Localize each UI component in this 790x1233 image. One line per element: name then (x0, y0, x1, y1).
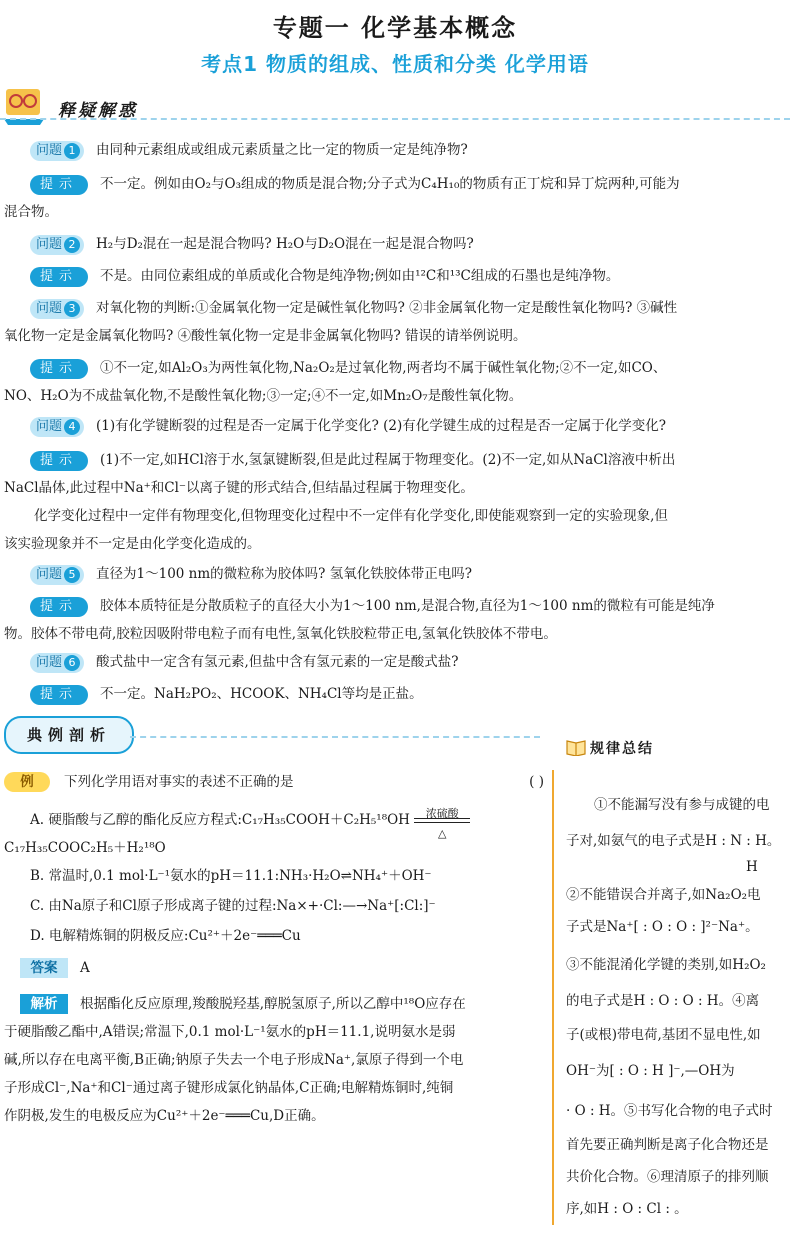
question-5: 问题 5 直径为1～100 nm的微粒称为胶体吗? 氢氧化铁胶体带正电吗? (30, 560, 786, 588)
option-d: D. 电解精炼铜的阴极反应:Cu²⁺＋2e⁻═══Cu (30, 928, 301, 944)
page-subtitle: 考点1 物质的组成、性质和分类 化学用语 (201, 52, 589, 76)
question-tag: 问题 3 (30, 299, 84, 319)
example-stem: 例 下列化学用语对事实的表述不正确的是 ( ) (4, 768, 544, 796)
answer-1: 提示 不一定。例如由O₂与O₃组成的物质是混合物;分子式为C₄H₁₀的物质有正丁烷和异丁烷两种,可能为 (30, 170, 786, 198)
section-label-examples: 典例剖析 (4, 716, 134, 754)
rule-line-2: 子对,如氨气的电子式是H : N : H。 (566, 833, 781, 849)
answer-2: 提示 不是。由同位素组成的单质或化合物是纯净物;例如由¹²C和¹³C组成的石墨也是纯净物。 (30, 262, 786, 290)
answer-tag: 提示 (30, 685, 88, 705)
rule-line-7: 的电子式是H : O : O : H。④离 (566, 993, 760, 1009)
page-title: 专题一 化学基本概念 (272, 14, 518, 42)
question-4: 问题 4 (1)有化学键断裂的过程是否一定属于化学变化? (2)有化学键生成的过程是否一定属于化学变化? (30, 412, 786, 440)
analysis-label: 解析 (20, 994, 68, 1014)
rule-line-11: 首先要正确判断是离子化合物还是 (566, 1137, 769, 1153)
analysis-line-3: 碱,所以存在电离平衡,B正确;钠原子失去一个电子形成Na⁺,氯原子得到一个电 (4, 1052, 464, 1068)
answer-label: 答案 (20, 958, 68, 978)
rule-line-10: · O : H。⑤书写化合物的电子式时 (566, 1103, 773, 1119)
rule-line-8: 子(或根)带电荷,基团不显电性,如 (566, 1027, 761, 1043)
rule-line-1: ①不能漏写没有参与成键的电 (594, 797, 770, 813)
analysis-line-2: 于硬脂酸乙酯中,A错误;常温下,0.1 mol·L⁻¹氨水的pH＝11.1,说明氨水是弱 (4, 1024, 456, 1040)
option-a-cont: C₁₇H₃₅COOC₂H₅＋H₂¹⁸O (4, 840, 166, 856)
question-1: 问题 1 由同种元素组成或组成元素质量之比一定的物质一定是纯净物? (30, 136, 786, 164)
answer-line: 答案 A (20, 954, 560, 982)
section-divider (130, 736, 540, 738)
rule-line-13: 序,如H : O : Cl : 。 (566, 1201, 688, 1217)
question-tag: 问题 1 (30, 141, 84, 161)
answer-tag: 提示 (30, 359, 88, 379)
rule-title: 规律总结 (590, 741, 654, 757)
option-a: A. 硬脂酸与乙醇的酯化反应方程式:C₁₇H₃₅COOH＋C₂H₅¹⁸OH 浓硫酸 △ (30, 806, 570, 834)
answer-5: 提示 胶体本质特征是分散质粒子的直径大小为1～100 nm,是混合物,直径为1～100 nm的微粒有可能是纯净 (30, 592, 786, 620)
question-6: 问题 6 酸式盐中一定含有氢元素,但盐中含有氢元素的一定是酸式盐? (30, 648, 786, 676)
rule-line-9: OH⁻为[ : O : H ]⁻,—OH为 (566, 1063, 735, 1079)
answer-3-cont: NO、H₂O为不成盐氧化物,不是酸性氧化物;③一定;④不一定,如Mn₂O₇是酸性氧化物。 (4, 388, 523, 404)
rule-line-4: ②不能错误合并离子,如Na₂O₂电 (566, 887, 761, 903)
answer-5-cont: 物。胶体不带电荷,胶粒因吸附带电粒子而有电性,氢氧化铁胶粒带正电,氢氧化铁胶体不带电。 (4, 626, 557, 642)
answer-4-note-cont: 该实验现象并不一定是由化学变化造成的。 (4, 536, 261, 552)
rule-line-12: 共价化合物。⑥理清原子的排列顺 (566, 1169, 769, 1185)
question-3-cont: 氧化物一定是金属氧化物吗? ④酸性氧化物一定是非金属氧化物吗? 错误的请举例说明。 (4, 328, 527, 344)
question-tag: 问题 5 (30, 565, 84, 585)
question-tag: 问题 4 (30, 417, 84, 437)
rule-line-3: H (746, 859, 758, 875)
answer-tag: 提示 (30, 597, 88, 617)
answer-paren: ( ) (529, 774, 544, 790)
answer-3: 提示 ①不一定,如Al₂O₃为两性氧化物,Na₂O₂是过氧化物,两者均不属于碱性氧化物;②不一定,如CO、 (30, 354, 786, 382)
answer-1-cont: 混合物。 (4, 204, 58, 220)
rule-line-5: 子式是Na⁺[ : O : O : ]²⁻Na⁺。 (566, 919, 759, 935)
reaction-arrow: 浓硫酸 △ (414, 806, 470, 834)
answer-4-note: 化学变化过程中一定伴有物理变化,但物理变化过程中不一定伴有化学变化,即使能观察到一定的实验现象,但 (34, 508, 668, 524)
analysis-line-4: 子形成Cl⁻,Na⁺和Cl⁻通过离子键形成氯化钠晶体,C正确;电解精炼铜时,纯铜 (4, 1080, 454, 1096)
question-tag: 问题 6 (30, 653, 84, 673)
rule-line-6: ③不能混淆化学键的类别,如H₂O₂ (566, 957, 766, 973)
question-3: 问题 3 对氧化物的判断:①金属氧化物一定是碱性氧化物吗? ②非金属氧化物一定是酸性氧化物吗? ③碱性 (30, 294, 786, 322)
section-label-explain: 释疑解惑 (58, 101, 138, 121)
example-tag: 例 (4, 772, 50, 792)
answer-4: 提示 (1)不一定,如HCl溶于水,氢氯键断裂,但是此过程属于物理变化。(2)不一定,如从NaCl溶液中析出 (30, 446, 786, 474)
option-b: B. 常温时,0.1 mol·L⁻¹氨水的pH＝11.1:NH₃·H₂O⇌NH₄⁺＋OH⁻ (30, 868, 432, 884)
answer-tag: 提示 (30, 267, 88, 287)
analysis-line-5: 作阴极,发生的电极反应为Cu²⁺＋2e⁻═══Cu,D正确。 (4, 1108, 325, 1124)
book-icon (566, 738, 586, 756)
answer-tag: 提示 (30, 451, 88, 471)
answer-4-cont: NaCl晶体,此过程中Na⁺和Cl⁻以离子键的形式结合,但结晶过程属于物理变化。 (4, 480, 474, 496)
question-2: 问题 2 H₂与D₂混在一起是混合物吗? H₂O与D₂O混在一起是混合物吗? (30, 230, 786, 258)
answer-tag: 提示 (30, 175, 88, 195)
answer-6: 提示 不一定。NaH₂PO₂、HCOOK、NH₄Cl等均是正盐。 (30, 680, 786, 708)
option-c: C. 由Na原子和Cl原子形成离子键的过程:Na×+·Cl:—→Na⁺[:Cl:]⁻ (30, 898, 436, 914)
question-tag: 问题 2 (30, 235, 84, 255)
analysis-line-1: 解析 根据酯化反应原理,羧酸脱羟基,醇脱氢原子,所以乙醇中¹⁸O应存在 (20, 990, 544, 1018)
